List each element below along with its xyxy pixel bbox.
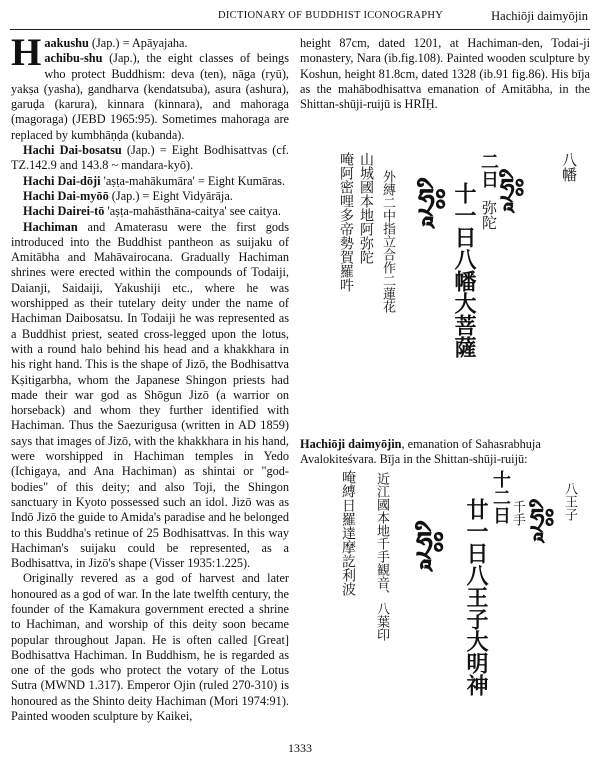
siddham-hrih: ཧྲཱིཿ	[416, 526, 445, 561]
mudra-column: 外縛二中指立合作二蓮花	[380, 170, 395, 313]
headword: Hachi Dai-dōji	[23, 173, 101, 188]
headword: Hachiman	[23, 219, 78, 234]
entry-text: (Jap.), the eight classes of beings who protect Buddhism: deva (ten), nāga (ryū), yakṣa (yasha), gandharva (kendatsuba), asura (ashura), garuḍa (karura), kinnara (kinnara), and mahoraga (magoraga) (JEBD 1965:95). Sometimes mahoraga are replaced by kumbhāṇḍa (kubanda).	[11, 51, 289, 142]
entry-text: 'aṣṭa-mahāsthāna-caitya' see caitya.	[104, 204, 281, 219]
entry-hachi-dairei-to	[11, 204, 289, 219]
left-column	[11, 31, 290, 724]
entry-hachi-dai-doji	[11, 174, 289, 189]
paragraph-hachiman-2: Originally revered as a god of harvest and later honoured as a god of war. In the late twelfth century, the founder of the Kamakura government erected a shrine to Hachiman, and worship of this deity soon became popular throughout Japan. He is often called [Great] Bodhisattva Hachiman. In Buddhism, he is regarded as one of the gods who protect the votary of the Lotus Sutra (MWND 1.317). Emperor Ojin (ruled 270-310) is honoured as the Shinto deity Hachiman (Mori 1974:91). Painted wooden sculpture by Kaikei,	[11, 571, 289, 724]
mantra-column: 山城國本地阿弥陀	[358, 152, 374, 264]
book-title: DICTIONARY OF BUDDHIST ICONOGRAPHY	[218, 10, 444, 21]
entry-text: (Jap.) = Eight Bodhisattvas (cf. TZ.142.9 and 143.8 ~ mandara-kyō).	[11, 143, 290, 173]
figure-hachioji-bija	[300, 470, 590, 735]
deity-small-column: 八王子	[562, 482, 577, 521]
running-head	[0, 10, 600, 28]
entry-text: and Amaterasu were the first gods introduced into the Buddhist pantheon as suijaku of Amitābha and Mahāvairocana. Gradually Hachiman shrines were erected within the compounds of Todaiji, Daianji, Saidaiji, Yakushiji etc., where he was worshipped as their tutelary deity under the name of Hachiman Daibosatsu. In Todaiji he was represented as a Buddhist priest, seated cross-legged upon the lotus, with a round halo behind his head and a khakkhara in his right hand. This is the shape of Jizō, the Bodhisattva Kṣitigarbha, whom the Japanese Shingon priests had made their war god as Shōgun Jizō (a warrior on horseback) and whom they further identified with Hachiman. Thus the Saezurigusa (written in AD 1859) says that images of Jizō, with the khakkhara in his hand, were worshipped in Hachiman temples in Yedo (Ichigaya, and Ana Hachiman) as shintai or "god-bodies" of this deity; and also Toji, the Shingon sanctuary in Kyoto possessed such an idol. Jizō was as Indō Jizō the guide to Amida's paradise and he belonged to this Buddha's retinue of 25 Bodhisattvas. In this way Hachiman's suijaku could be represented, as a Bodhisattva, in Jizō's shape (Visser 1935:1.225).	[11, 219, 289, 571]
headword: Hachi Dairei-tō	[23, 204, 105, 219]
entry-hachioji-daimyojin	[300, 437, 590, 468]
paragraph-continued: height 87cm, dated 1201, at Hachiman-den, Todai-ji monastery, Nara (ib.fig.108). Painted wooden sculpture by Koshun, height 81.8cm, dated 1328 (ib.91 fig.86). His bīja as the mahābodhisattva emanation of Amitābha, in the Shittan-shūji-ruijū is HRĪḤ.	[300, 36, 590, 112]
headword: Hachi Dai-myōō	[23, 188, 109, 203]
drop-cap: H	[11, 31, 42, 74]
date-column: 二日	[478, 152, 499, 188]
deity-name-column: 十一日八幡大菩薩	[451, 182, 476, 358]
headword: Hachi Dai-bosatsu	[23, 143, 122, 158]
date-column: 十二日	[490, 470, 511, 524]
right-column	[300, 36, 590, 112]
entry-text: (Jap.) = Eight Vidyārāja.	[108, 188, 233, 203]
mantra-column: 唵阿密哩多帝勢賀羅吽	[338, 152, 354, 292]
siddham-hrih-small: ཧྲཱིཿ	[530, 504, 555, 534]
deity-small-column: 弥陀	[480, 200, 498, 230]
running-headword: Hachiōji daimyōjin	[491, 9, 588, 23]
headword: achibu-shu	[44, 51, 103, 66]
mudra-column: 近江國本地千手観音、八葉印	[374, 472, 389, 641]
deity-small-column: 千手	[510, 500, 525, 526]
entry-text: (Jap.) = Apāyajaha.	[88, 36, 188, 50]
deity-small-column: 八幡	[560, 152, 578, 182]
siddham-hrih-small: ཧྲཱིཿ	[500, 174, 525, 204]
deity-name-column: 廿一日八王子大明神	[463, 498, 488, 696]
siddham-hrih: ཧྲཱིཿ	[418, 183, 447, 218]
headword: Hachiōji daimyōjin	[300, 437, 402, 451]
entry-hachiman	[11, 220, 289, 572]
figure-hachiman-bija	[300, 112, 590, 432]
entry-text: 'aṣṭa-mahākumāra' = Eight Kumāras.	[100, 173, 286, 188]
entry-hachibu-shu	[11, 51, 289, 143]
entry-hachi-dai-myoo	[11, 189, 289, 204]
page-number: 1333	[288, 741, 312, 755]
headword: aakushu	[44, 36, 89, 50]
header-rule	[10, 29, 590, 30]
entry-text: , emanation of Sahasrabhuja Avalokiteśvara. Bīja in the Shittan-shūji-ruijū:	[300, 437, 541, 467]
entry-hachi-dai-bosatsu	[11, 143, 289, 174]
mantra-column: 唵縛日羅達摩訖利波	[340, 470, 356, 596]
